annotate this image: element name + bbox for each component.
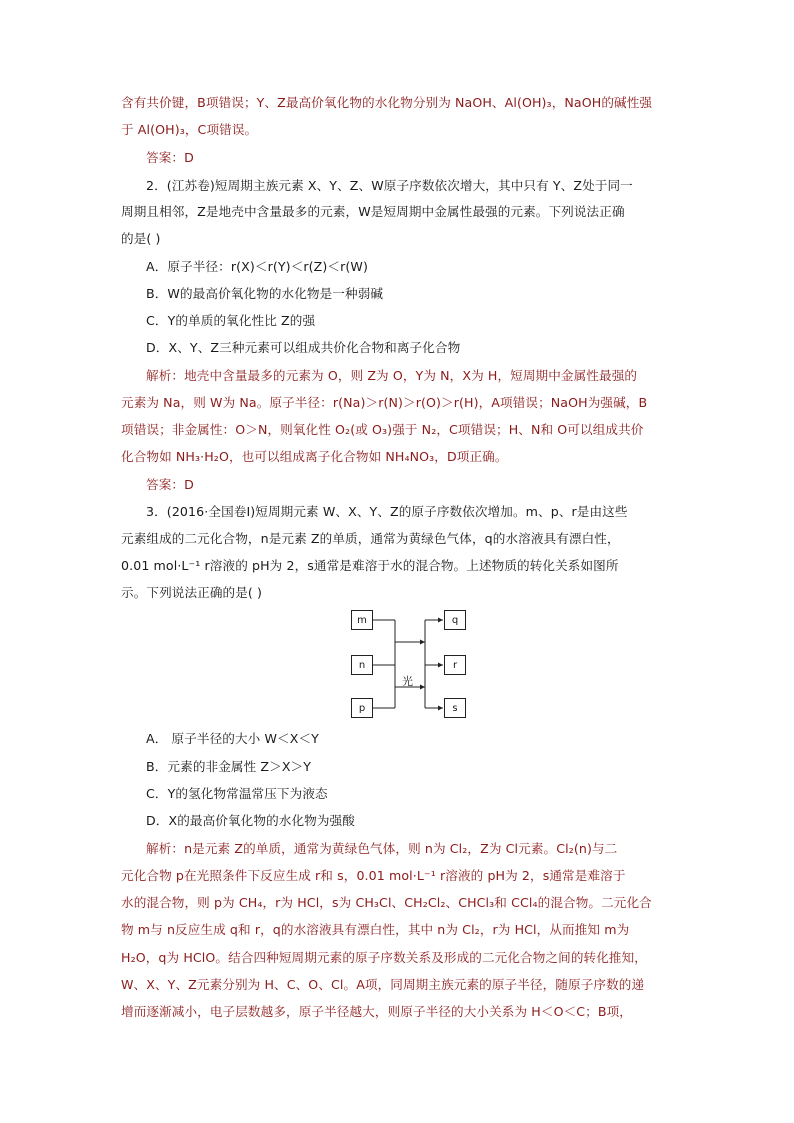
option-a: A．原子半径：r(X)＜r(Y)＜r(Z)＜r(W) [146, 259, 368, 274]
option-a: A． 原子半径的大小 W＜X＜Y [146, 731, 319, 746]
node-r: r [444, 655, 466, 675]
answer-line: 答案：D [146, 477, 194, 492]
option-b: B．W的最高价氧化物的水化物是一种弱碱 [146, 286, 384, 301]
option-b: B．元素的非金属性 Z＞X＞Y [146, 759, 312, 774]
question-line: 0.01 mol·L⁻¹ r溶液的 pH为 2，s通常是难溶于水的混合物。上述物质的转化关系如图所 [121, 558, 619, 573]
node-q: q [444, 610, 466, 630]
option-c: C．Y的单质的氧化性比 Z的强 [146, 313, 316, 328]
node-m: m [351, 610, 373, 630]
question-line: 3．(2016·全国卷Ⅰ)短周期元素 W、X、Y、Z的原子序数依次增加。m、p、r是由这些 [146, 504, 628, 519]
explanation-line: 解析：n是元素 Z的单质，通常为黄绿色气体，则 n为 Cl₂，Z为 Cl元素。Cl₂(n)与二 [146, 841, 618, 856]
text-line: 含有共价键，B项错误；Y、Z最高价氧化物的水化物分别为 NaOH、Al(OH)₃，NaOH的碱性强 [121, 95, 653, 110]
explanation-line: 解析：地壳中含量最多的元素为 O，则 Z为 O，Y为 N，X为 H，短周期中金属性最强的 [146, 368, 638, 383]
question-line: 2．(江苏卷)短周期主族元素 X、Y、Z、W原子序数依次增大，其中只有 Y、Z处于同一 [146, 178, 633, 193]
explanation-line: 元素为 Na，则 W为 Na。原子半径：r(Na)＞r(N)＞r(O)＞r(H)，A项错误；NaOH为强碱，B [121, 395, 648, 410]
node-p: p [351, 698, 373, 718]
explanation-line: 化合物如 NH₃·H₂O，也可以组成离子化合物如 NH₄NO₃，D项正确。 [121, 449, 508, 464]
node-n: n [351, 655, 373, 675]
question-line: 示。下列说法正确的是( ) [121, 585, 263, 600]
explanation-line: 元化合物 p在光照条件下反应生成 r和 s，0.01 mol·L⁻¹ r溶液的 pH为 2，s通常是难溶于 [121, 868, 626, 883]
light-label: 光 [402, 675, 413, 688]
option-d: D．X、Y、Z三种元素可以组成共价化合物和离子化合物 [146, 340, 461, 355]
option-c: C．Y的氢化物常温常压下为液态 [146, 786, 328, 801]
explanation-line: 增而逐渐减小，电子层数越多，原子半径越大，则原子半径的大小关系为 H＜O＜C；B项， [121, 1004, 632, 1019]
explanation-line: W、X、Y、Z元素分别为 H、C、O、Cl。A项，同周期主族元素的原子半径，随原子序数的递 [121, 977, 645, 992]
explanation-line: 物 m与 n反应生成 q和 r，q的水溶液具有漂白性，其中 n为 Cl₂，r为 HCl，从而推知 m为 [121, 922, 630, 937]
answer-line: 答案：D [146, 150, 194, 165]
option-d: D．X的最高价氧化物的水化物为强酸 [146, 813, 355, 828]
explanation-line: 水的混合物，则 p为 CH₄，r为 HCl，s为 CH₃Cl、CH₂Cl₂、CHCl₃和 CCl₄的混合物。二元化合 [121, 895, 652, 910]
explanation-line: H₂O，q为 HClO。结合四种短周期元素的原子序数关系及形成的二元化合物之间的转化推知， [121, 950, 647, 965]
question-line: 元素组成的二元化合物，n是元素 Z的单质，通常为黄绿色气体，q的水溶液具有漂白性， [121, 531, 620, 546]
question-line: 周期且相邻，Z是地壳中含量最多的元素，W是短周期中金属性最强的元素。下列说法正确 [121, 204, 625, 219]
node-s: s [444, 698, 466, 718]
reaction-diagram [345, 605, 475, 725]
question-line: 的是( ) [121, 231, 161, 246]
text-line: 于 Al(OH)₃，C项错误。 [121, 122, 258, 137]
explanation-line: 项错误；非金属性：O＞N，则氧化性 O₂(或 O₃)强于 N₂，C项错误；H、N和 O可以组成共价 [121, 422, 644, 437]
